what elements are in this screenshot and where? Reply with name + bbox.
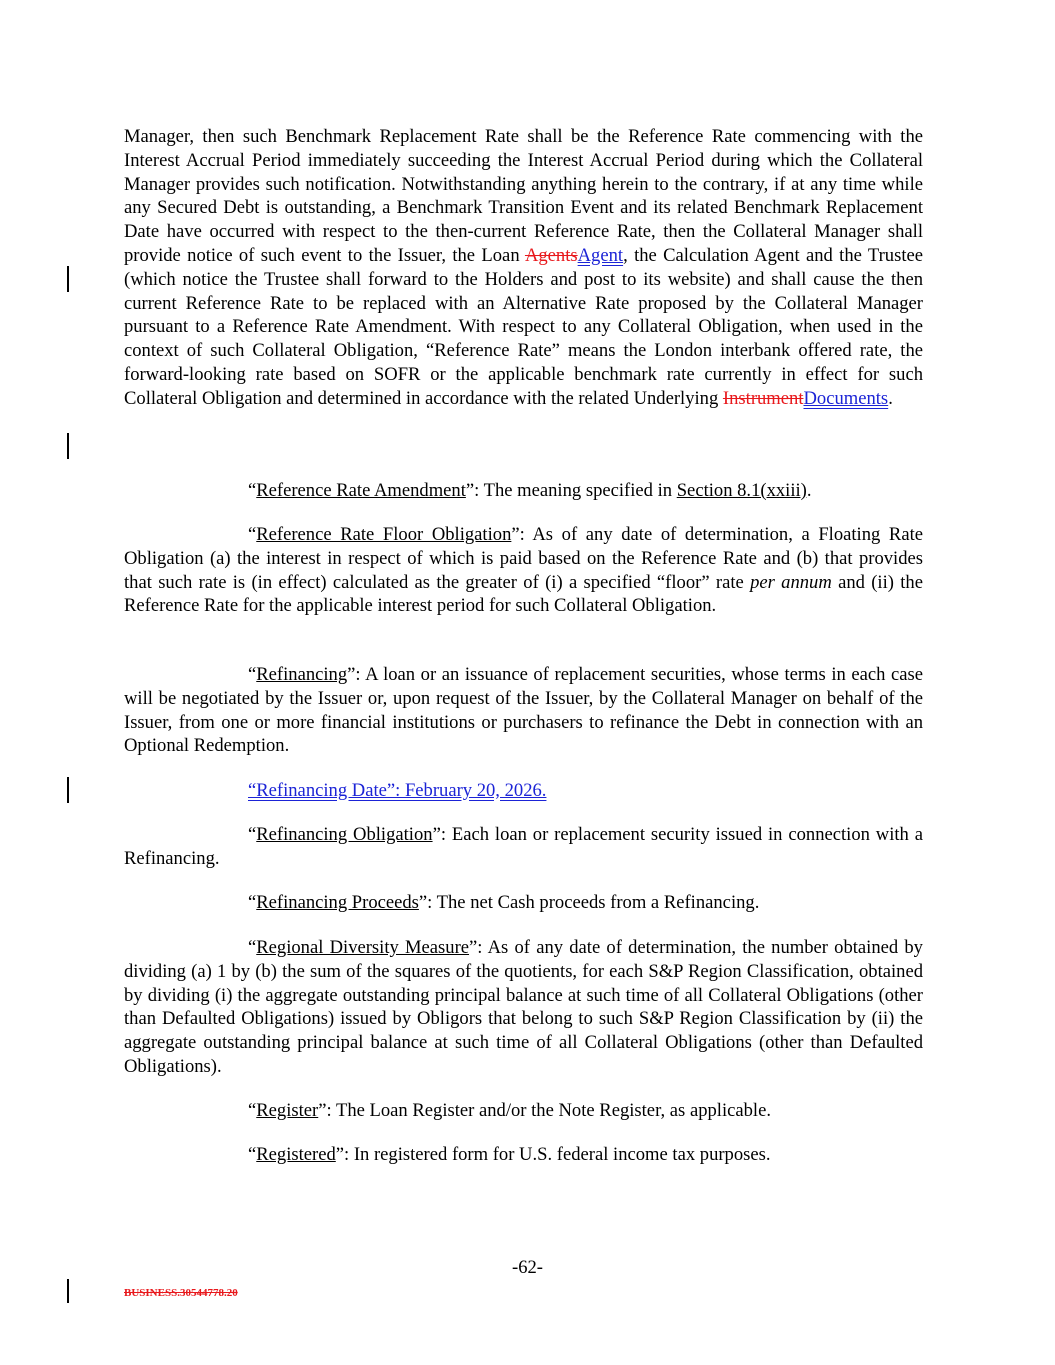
quote: “ [248, 1100, 257, 1121]
change-bar [67, 433, 69, 459]
definition-register [124, 1099, 923, 1123]
body-text: . [888, 387, 893, 409]
definition-text: ”: As of any date of determination, a Floating Rate Obligation (a) the interest in respect of which is paid based on the Reference Rate and (b) that provides that such rate is (in effect) calculated as the greater of (i) a specified “floor” rate [124, 524, 923, 593]
definition-text: ”: Each loan or replacement security issued in connection with a Refinancing. [124, 824, 923, 869]
defined-term: Refinancing Obligation [256, 824, 433, 845]
definition-text: and (ii) the Reference Rate for the applicable interest period for such Collateral Obligation. [124, 571, 923, 617]
footer-document-id: BUSINESS.30544778.20 [124, 1287, 238, 1299]
definition-text: ”: The meaning specified in [465, 480, 677, 501]
definition-text: ”: A loan or an issuance of replacement securities, whose terms in each case will be negotiated by the Issuer or, upon request of the Issuer, by the Collateral Manager on behalf of the Issuer, from one or more financial institutions or purchasers to refinance the Debt in connection with an Optional Redemption. [124, 664, 923, 757]
change-bar [67, 266, 69, 292]
definition-refinancing-proceeds [124, 891, 923, 915]
deleted-text: Agents [524, 244, 578, 266]
defined-term: Refinancing Proceeds [256, 892, 419, 913]
defined-term: Refinancing [256, 664, 348, 685]
quote: “ [248, 480, 257, 501]
definition-text: ”: The net Cash proceeds from a Refinancing. [418, 892, 760, 913]
defined-term: Reference Rate Amendment [256, 480, 466, 501]
inserted-text: Agent [577, 244, 624, 266]
definition-text: ”: As of any date of determination, the number obtained by dividing (a) 1 by (b) the sum of the squares of the quotients, for each S&P Region Classification, obtained by dividing (i) the aggregate outstanding principal balance at such time of all Collateral Obligations (other than Defaulted Obligations) issued by Obligors that belong to such S&P Region Classification by (ii) the aggregate outstanding principal balance at such time of all Collateral Obligations (other than Defaulted Obligations). [124, 937, 923, 1077]
definition-regional-diversity-measure [124, 936, 923, 1079]
inserted-text: Documents [803, 387, 889, 409]
defined-term: Registered [256, 1144, 336, 1165]
definition-text: . [806, 480, 812, 501]
definition-refinancing [124, 663, 923, 758]
definition-reference-rate-floor-obligation [124, 523, 923, 618]
definition-refinancing-date-inserted [124, 779, 923, 803]
quote: “ [248, 664, 257, 685]
deleted-text: Instrument [722, 387, 804, 409]
quote: “ [248, 824, 257, 845]
definition-registered [124, 1143, 923, 1167]
quote: “ [248, 937, 257, 958]
defined-term: Reference Rate Floor Obligation [256, 524, 512, 545]
change-bar [67, 777, 69, 803]
quote: “ [248, 524, 257, 545]
inserted-text: “Refinancing Date”: February 20, 2026. [248, 780, 547, 801]
defined-term: Regional Diversity Measure [256, 937, 470, 958]
page-number: -62- [512, 1257, 543, 1278]
change-bar [67, 1279, 69, 1303]
defined-term: Register [256, 1100, 319, 1121]
definition-text: ”: The Loan Register and/or the Note Register, as applicable. [318, 1100, 771, 1121]
body-text: Manager, then such Benchmark Replacement Rate shall be the Reference Rate commencing with the Interest Accrual Period immediately succeeding the Interest Accrual Period during which the Collateral Manager provides such notification. Notwithstanding anything herein to the contrary, if at any time while any Secured Debt is outstanding, a Benchmark Transition Event and its related Benchmark Replacement Date have occurred with respect to the then-current Reference Rate, then the Collateral Manager shall provide notice of such event to the Issuer, the Loan [124, 126, 923, 266]
definition-reference-rate-amendment [124, 479, 923, 503]
italic-text: per annum [750, 571, 832, 593]
definition-refinancing-obligation [124, 823, 923, 871]
quote: “ [248, 1144, 257, 1165]
body-text: , the Calculation Agent and the Trustee (which notice the Trustee shall forward to the Holders and post to its website) and shall cause the then current Reference Rate to be replaced with an Alternative Rate proposed by the Collateral Manager pursuant to a Reference Rate Amendment. With respect to any Collateral Obligation, when used in the context of such Collateral Obligation, “Reference Rate” means the London interbank offered rate, the forward-looking rate based on SOFR or the applicable benchmark rate currently in effect for such Collateral Obligation and determined in accordance with the related Underlying [124, 244, 923, 409]
definition-text: ”: In registered form for U.S. federal income tax purposes. [335, 1144, 771, 1165]
paragraph-benchmark-continuation [124, 125, 923, 411]
section-reference: Section 8.1(xxiii) [676, 480, 807, 501]
quote: “ [248, 892, 257, 913]
